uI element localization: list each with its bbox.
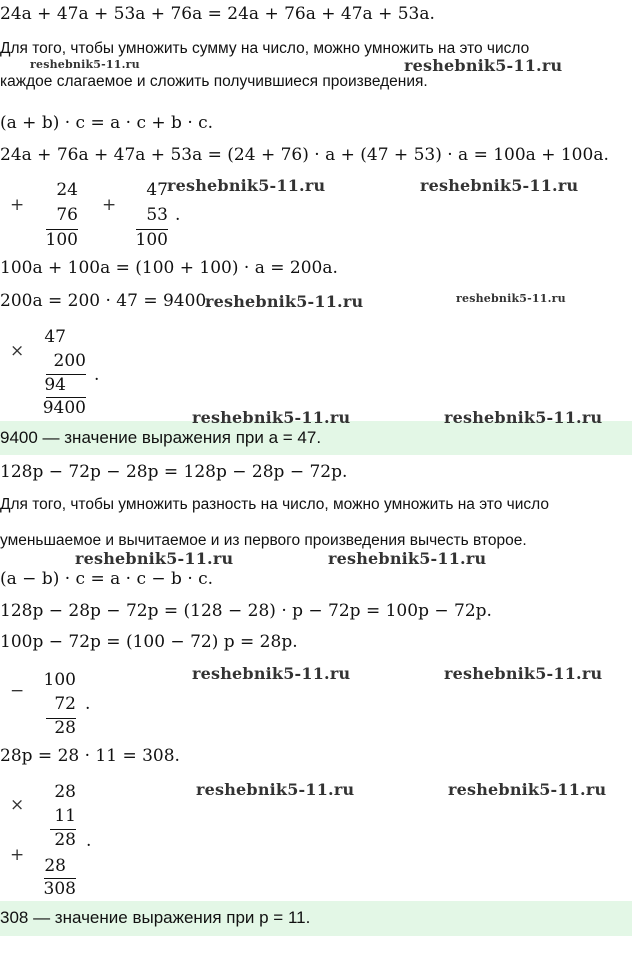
column-operand-a: 47: [146, 180, 168, 200]
formula-2: (a − b) · c = a · c − b · c.: [0, 569, 214, 589]
watermark: reshebnik5-11.ru: [192, 664, 351, 683]
column-period: .: [94, 365, 100, 385]
rule-text-1a: Для того, чтобы умножить сумму на число, можно умножить на это число: [0, 40, 530, 57]
column-result: 100: [135, 230, 168, 250]
column-operator: +: [102, 195, 117, 215]
watermark: reshebnik5-11.ru: [448, 780, 607, 799]
watermark: reshebnik5-11.ru: [192, 408, 351, 427]
equation-line-2: 24a + 76a + 47a + 53a = (24 + 76) · a + (47 + 53) · a = 100a + 100a.: [0, 145, 609, 165]
rule-text-2a: Для того, чтобы умножить разность на число, можно умножить на это число: [0, 496, 549, 513]
column-operand-b: 53: [146, 205, 168, 225]
column-partial-shifted: 28: [44, 856, 66, 876]
column-operand-b: 76: [56, 205, 78, 225]
column-period: .: [175, 205, 181, 225]
column-operand-b: 200: [53, 351, 86, 371]
equation-line-5: 128p − 72p − 28p = 128p − 28p − 72p.: [0, 462, 348, 482]
column-period: .: [86, 831, 92, 851]
watermark: reshebnik5-11.ru: [196, 780, 355, 799]
column-period: .: [85, 694, 91, 714]
column-operator: ×: [10, 341, 25, 361]
column-operand-a: 28: [54, 782, 76, 802]
column-operand-a: 47: [44, 327, 66, 347]
equation-line-3: 100a + 100a = (100 + 100) · a = 200a.: [0, 258, 338, 278]
result-text-1: 9400 — значение выражения при a = 47.: [0, 428, 322, 447]
watermark: reshebnik5-11.ru: [404, 56, 563, 75]
watermark: reshebnik5-11.ru: [420, 176, 579, 195]
equation-line-6: 128p − 28p − 72p = (128 − 28) · p − 72p = 100p − 72p.: [0, 601, 492, 621]
column-operator: −: [10, 681, 25, 701]
column-operand-a: 24: [56, 180, 78, 200]
column-partial: 94: [44, 375, 66, 395]
equation-line-7: 100p − 72p = (100 − 72) p = 28p.: [0, 632, 298, 652]
equation-line-1: 24a + 47a + 53a + 76a = 24a + 76a + 47a + 53a.: [0, 4, 435, 24]
column-result: 28: [54, 718, 76, 738]
equation-line-4: 200a = 200 · 47 = 9400.: [0, 291, 212, 311]
watermark: reshebnik5-11.ru: [30, 58, 140, 71]
watermark: reshebnik5-11.ru: [444, 664, 603, 683]
column-operand-b: 11: [54, 806, 76, 826]
watermark: reshebnik5-11.ru: [75, 549, 234, 568]
column-result: 308: [43, 879, 76, 899]
column-operand-b: 72: [54, 694, 76, 714]
column-operator: +: [10, 845, 25, 865]
result-text-2: 308 — значение выражения при p = 11.: [0, 908, 311, 927]
watermark: reshebnik5-11.ru: [456, 292, 566, 305]
rule-text-2b: уменьшаемое и вычитаемое и из первого произведения вычесть второе.: [0, 532, 527, 549]
column-operator: +: [10, 195, 25, 215]
column-operand-a: 100: [43, 670, 76, 690]
column-result: 100: [45, 230, 78, 250]
watermark: reshebnik5-11.ru: [167, 176, 326, 195]
column-result: 9400: [42, 398, 86, 418]
watermark: reshebnik5-11.ru: [328, 549, 487, 568]
rule-text-1b: каждое слагаемое и сложить получившиеся произведения.: [0, 73, 428, 90]
watermark: reshebnik5-11.ru: [205, 292, 364, 311]
formula-1: (a + b) · c = a · c + b · c.: [0, 113, 214, 133]
equation-line-8: 28p = 28 · 11 = 308.: [0, 746, 180, 766]
watermark: reshebnik5-11.ru: [444, 408, 603, 427]
column-operator: ×: [10, 795, 25, 815]
column-partial: 28: [54, 830, 76, 850]
